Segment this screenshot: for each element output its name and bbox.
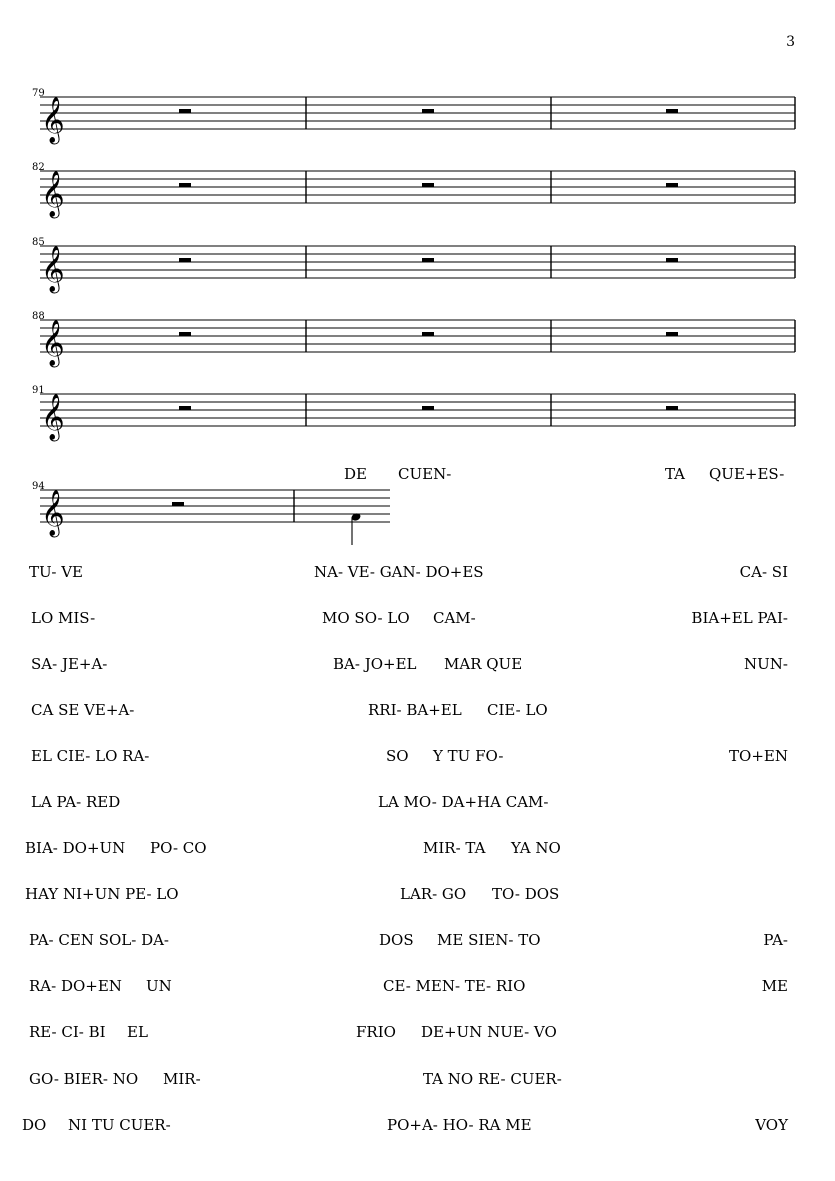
treble-clef-icon: 𝄞 [41,171,65,217]
lyric-syllable: DO [22,1116,47,1134]
lyric-syllable: QUE+ES- [709,465,785,483]
lyric-line [29,1023,557,1041]
lyric-syllable: RE- CI- BI [29,1023,106,1041]
lyric-syllable: LAR- GO [400,885,467,903]
lyric-syllable: UN [146,977,172,995]
whole-rest [179,406,191,410]
whole-rest [666,258,678,262]
lyric-syllable: DE [344,465,367,483]
lyric-syllable: TA NO RE- CUER- [423,1070,562,1088]
lyric-syllable: MAR QUE [444,655,523,673]
lyric-line [25,885,559,903]
whole-rest [179,332,191,336]
lyric-syllable: EL CIE- LO RA- [31,747,150,765]
lyric-syllable: ME SIEN- TO [437,931,541,949]
lyric-syllable: LO MIS- [31,609,96,627]
lyric-line [29,977,788,995]
lyric-syllable: BIA+EL PAI- [691,609,788,627]
lyric-line [31,793,548,811]
whole-rest [179,183,191,187]
lyric-syllable: FRIO [356,1023,396,1041]
lyric-line [22,1116,789,1134]
staff-system [32,162,795,219]
lyric-syllable: TU- VE [29,563,84,581]
whole-rest [422,332,434,336]
lyric-syllable: TO+EN [729,747,788,765]
lyric-syllable: MIR- TA [423,839,486,857]
lyric-syllable: HAY NI+UN PE- LO [25,885,179,903]
lyric-line [25,839,561,857]
lyric-syllable: CE- MEN- TE- RIO [383,977,526,995]
page-number: 3 [786,34,795,50]
lyric-syllable: CA SE VE+A- [31,701,135,719]
lyric-syllable: ME [761,977,788,995]
measure-number: 79 [32,88,45,99]
measure-number: 85 [32,237,45,248]
lyric-line [31,609,788,627]
lyric-syllable: BA- JO+EL [333,655,417,673]
lyric-syllable: VOY [755,1116,788,1134]
lyric-syllable: TA [665,465,686,483]
lyric-line [29,1070,562,1088]
lyric-syllable: NI TU CUER- [68,1116,171,1134]
staff-system [32,237,795,294]
lyric-syllable: CIE- LO [487,701,548,719]
staff-system [32,385,795,442]
lyric-line [344,465,784,483]
lyric-syllable: MO SO- LO [322,609,410,627]
lyric-syllable: CA- SI [739,563,788,581]
lyric-line [31,701,548,719]
treble-clef-icon: 𝄞 [41,394,65,440]
lyric-syllable: NUN- [744,655,788,673]
staff-system [32,88,795,145]
lyric-syllable: YA NO [511,839,561,857]
measure-number: 91 [32,385,45,396]
whole-rest [172,502,184,506]
whole-rest [179,258,191,262]
lyric-syllable: BIA- DO+UN [25,839,126,857]
lyric-syllable: LA MO- DA+HA CAM- [378,793,549,811]
lyric-syllable: PA- [763,931,788,949]
treble-clef-icon: 𝄞 [41,490,65,536]
lyric-syllable: CAM- [433,609,476,627]
treble-clef-icon: 𝄞 [41,246,65,292]
lyric-syllable: NA- VE- GAN- DO+ES [314,563,484,581]
treble-clef-icon: 𝄞 [41,320,65,366]
lyric-syllable: PO- CO [150,839,207,857]
treble-clef-icon: 𝄞 [41,97,65,143]
whole-rest [666,332,678,336]
whole-rest [422,109,434,113]
whole-rest [422,406,434,410]
lyric-syllable: PA- CEN SOL- DA- [29,931,170,949]
whole-rest [666,109,678,113]
lyrics-block [22,465,789,1134]
lyric-line [31,747,788,765]
lyric-syllable: RA- DO+EN [29,977,122,995]
lyric-syllable: Y TU FO- [433,747,504,765]
lyric-syllable: SA- JE+A- [31,655,108,673]
whole-rest [666,183,678,187]
lyric-line [29,931,788,949]
staff-system [32,481,390,545]
measure-number: 88 [32,311,45,322]
measure-number: 94 [32,481,45,492]
lyric-syllable: GO- BIER- NO [29,1070,139,1088]
whole-rest [422,258,434,262]
lyric-syllable: MIR- [163,1070,201,1088]
lyric-line [31,655,788,673]
lyric-syllable: PO+A- HO- RA ME [387,1116,532,1134]
lyric-syllable: DOS [379,931,414,949]
lyric-line [29,563,788,581]
lyric-syllable: DE+UN NUE- VO [421,1023,557,1041]
lyric-syllable: TO- DOS [492,885,560,903]
whole-rest [179,109,191,113]
lyric-syllable: SO [386,747,409,765]
whole-rest [666,406,678,410]
lyric-syllable: EL [127,1023,148,1041]
staff-system [32,311,795,368]
whole-rest [422,183,434,187]
lyric-syllable: CUEN- [398,465,452,483]
lyric-syllable: RRI- BA+EL [368,701,462,719]
measure-number: 82 [32,162,45,173]
lyric-syllable: LA PA- RED [31,793,121,811]
